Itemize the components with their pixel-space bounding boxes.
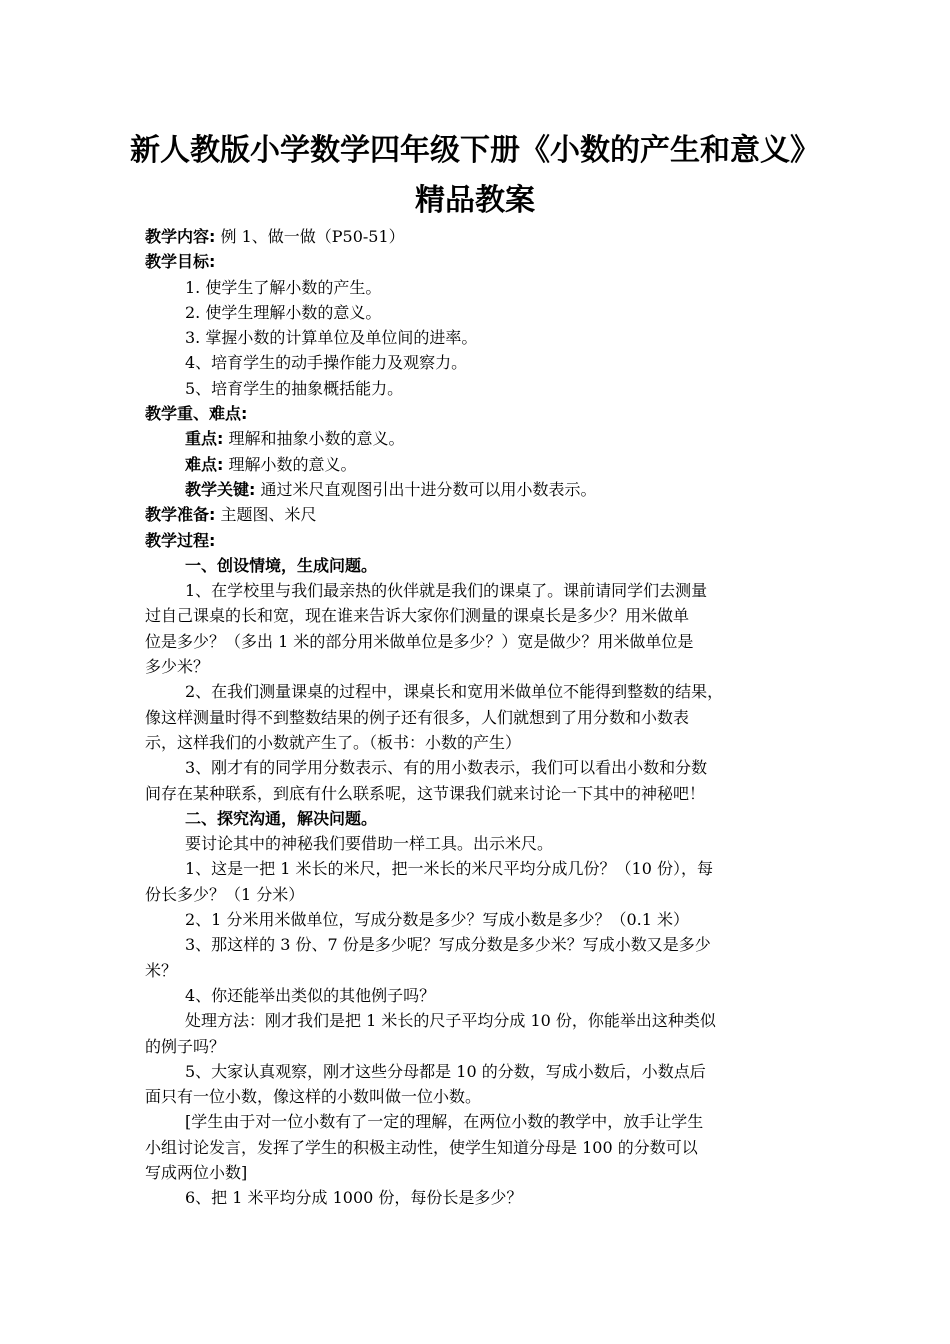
paragraph-line: 过自己课桌的长和宽，现在谁来告诉大家你们测量的课桌长是多少？用米做单 <box>145 606 690 626</box>
paragraph-line: 1、在学校里与我们最亲热的伙伴就是我们的课桌了。课前请同学们去测量 <box>185 581 708 601</box>
objective-item: 5、培育学生的抽象概括能力。 <box>185 378 404 398</box>
objective-item: 3. 掌握小数的计算单位及单位间的进率。 <box>185 328 478 348</box>
paragraph-line: 示，这样我们的小数就产生了。（板书：小数的产生） <box>145 732 522 752</box>
process-heading <box>145 528 815 553</box>
preparation-value: 主题图、米尺 <box>215 505 317 525</box>
objective-item: 2. 使学生理解小数的意义。 <box>185 302 382 322</box>
objectives-heading <box>145 249 815 274</box>
objectives-label: 教学目标: <box>145 252 216 272</box>
paragraph-line: 2、在我们测量课桌的过程中，课桌长和宽用米做单位不能得到整数的结果， <box>185 682 724 702</box>
paragraph-line: 位是多少？（多出 1 米的部分用米做单位是多少？）宽是做少？用米做单位是 <box>145 631 694 651</box>
keypoints-label: 教学重、难点: <box>145 404 248 424</box>
key-line <box>145 477 815 502</box>
difficulty-label: 难点: <box>185 454 224 474</box>
key-label: 教学关键: <box>185 479 256 499</box>
keypoints-heading <box>145 401 815 426</box>
difficulty-value: 理解小数的意义。 <box>223 454 357 474</box>
preparation-label: 教学准备: <box>145 505 216 525</box>
key-value: 通过米尺直观图引出十进分数可以用小数表示。 <box>255 479 597 499</box>
paragraph-line: 处理方法：刚才我们是把 1 米长的尺子平均分成 10 份，你能举出这种类似 <box>185 1011 716 1031</box>
document-title-line-2: 精品教案 <box>415 183 535 218</box>
paragraph-line: 要讨论其中的神秘我们要借助一样工具。出示米尺。 <box>185 834 554 854</box>
section-2-title: 二、探究沟通，解决问题。 <box>185 808 378 828</box>
paragraph-line: 间存在某种联系，到底有什么联系呢，这节课我们就来讨论一下其中的神秘吧！ <box>145 783 706 803</box>
paragraph-line: 2、1 分米用米做单位，写成分数是多少？写成小数是多少？（0.1 米） <box>185 910 689 930</box>
document-title-line-1: 新人教版小学数学四年级下册《小数的产生和意义》 <box>130 133 820 168</box>
section-1-title: 一、创设情境，生成问题。 <box>185 555 378 575</box>
teaching-content <box>145 224 815 249</box>
difficulty-line <box>145 452 815 477</box>
teaching-content-label: 教学内容: <box>145 227 216 246</box>
focus-line <box>145 426 815 451</box>
objective-item: 4、培育学生的动手操作能力及观察力。 <box>185 353 468 373</box>
focus-value: 理解和抽象小数的意义。 <box>223 429 405 449</box>
paragraph-line: 米？ <box>145 960 178 980</box>
teaching-content-value: 例 1、做一做（P50-51） <box>215 227 405 246</box>
focus-label: 重点: <box>185 429 224 449</box>
paragraph-line: [学生由于对一位小数有了一定的理解，在两位小数的教学中，放手让学生 <box>185 1112 704 1132</box>
paragraph-line: 小组讨论发言，发挥了学生的积极主动性，使学生知道分母是 100 的分数可以 <box>145 1137 698 1157</box>
paragraph-line: 4、你还能举出类似的其他例子吗？ <box>185 985 436 1005</box>
paragraph-line: 6、把 1 米平均分成 1000 份，每份长是多少？ <box>185 1188 523 1208</box>
paragraph-line: 5、大家认真观察，刚才这些分母都是 10 的分数，写成小数后，小数点后 <box>185 1061 706 1081</box>
paragraph-line: 面只有一位小数，像这样的小数叫做一位小数。 <box>145 1087 482 1107</box>
paragraph-line: 3、那这样的 3 份、7 份是多少呢？写成分数是多少米？写成小数又是多少 <box>185 935 711 955</box>
paragraph-line: 的例子吗？ <box>145 1036 226 1056</box>
paragraph-line: 像这样测量时得不到整数结果的例子还有很多，人们就想到了用分数和小数表 <box>145 707 690 727</box>
document-body <box>145 224 815 1211</box>
paragraph-line: 1、这是一把 1 米长的米尺，把一米长的米尺平均分成几份？（10 份），每 <box>185 859 713 879</box>
objective-item: 1. 使学生了解小数的产生。 <box>185 277 382 297</box>
paragraph-line: 3、刚才有的同学用分数表示、有的用小数表示，我们可以看出小数和分数 <box>185 758 708 778</box>
paragraph-line: 多少米？ <box>145 657 210 677</box>
process-label: 教学过程: <box>145 530 216 550</box>
paragraph-line: 写成两位小数] <box>145 1162 248 1182</box>
preparation-line <box>145 502 815 527</box>
paragraph-line: 份长多少？（1 分米） <box>145 884 305 904</box>
